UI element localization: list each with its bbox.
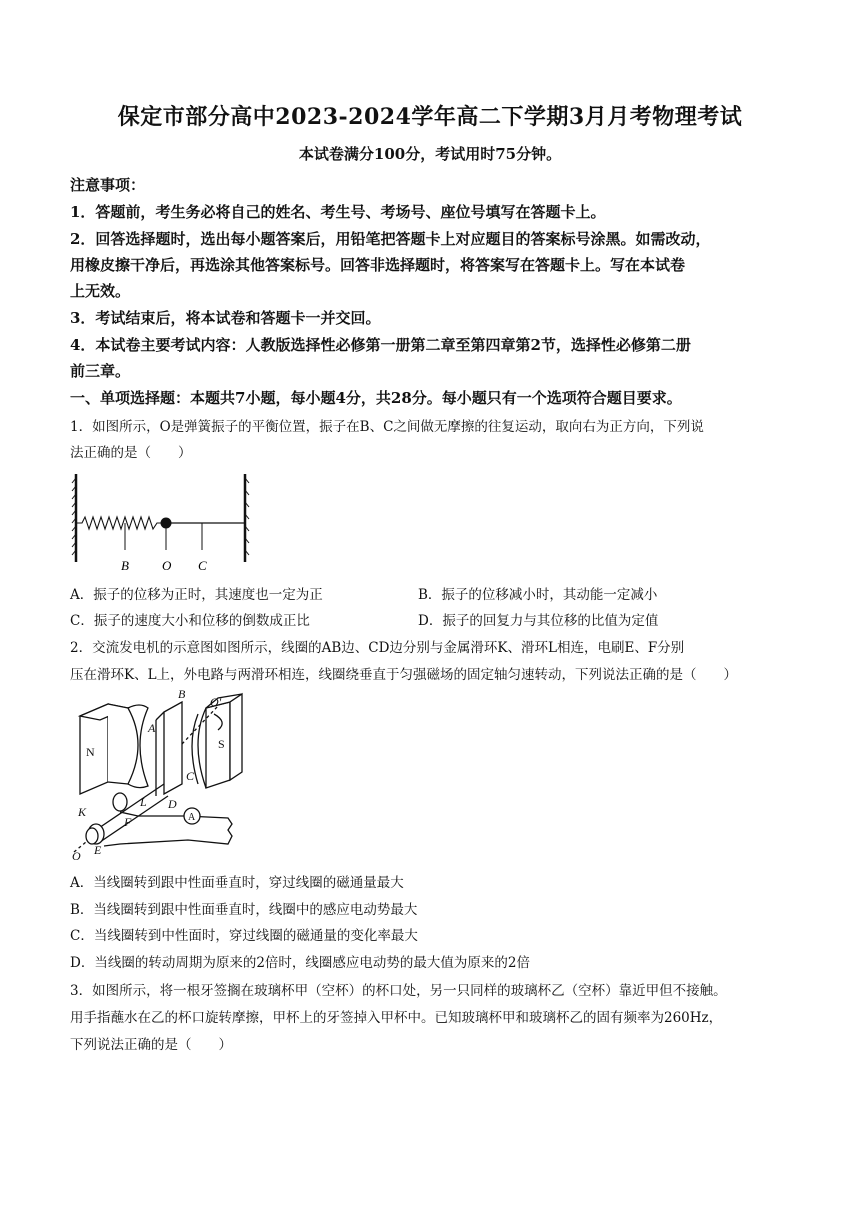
section-heading: 一、单项选择题：本题共7小题，每小题4分，共28分。每小题只有一个选项符合题目要求。: [70, 389, 682, 407]
notice-item: 2．回答选择题时，选出每小题答案后，用铅笔把答题卡上对应题目的答案标号涂黑。如需改动，: [70, 230, 711, 248]
label-b: B: [178, 687, 186, 701]
q1-stem-line: 法正确的是（ ）: [70, 445, 192, 461]
label-c: C: [186, 769, 195, 783]
notice-item: 4．本试卷主要考试内容：人教版选择性必修第一册第二章至第四章第2节，选择性必修第二册: [70, 336, 691, 354]
q1-option-a: A．振子的位移为正时，其速度也一定为正: [70, 587, 323, 603]
q2-option-a: A．当线圈转到跟中性面垂直时，穿过线圈的磁通量最大: [70, 875, 404, 891]
q1-option-d: D．振子的回复力与其位移的比值为定值: [418, 613, 659, 629]
q3-stem-line: 下列说法正确的是（ ）: [70, 1037, 232, 1053]
q2-stem-line: 压在滑环K、L上，外电路与两滑环相连，线圈绕垂直于匀强磁场的固定轴匀速转动，下列说法正确的是（ ）: [70, 667, 738, 683]
notice-item: 用橡皮擦干净后，再选涂其他答案标号。回答非选择题时，将答案写在答题卡上。写在本试卷: [70, 256, 686, 274]
label-a: A: [148, 721, 156, 735]
label-l: L: [140, 795, 147, 809]
q1-option-c: C．振子的速度大小和位移的倒数成正比: [70, 613, 310, 629]
spring-oscillator-figure: [68, 470, 258, 580]
label-ammeter: A: [188, 812, 196, 823]
label-k: K: [78, 805, 87, 819]
notice-heading: 注意事项：: [70, 176, 146, 194]
label-e: E: [94, 843, 102, 857]
label-d: D: [168, 797, 177, 811]
q3-stem-line: 用手指蘸水在乙的杯口旋转摩擦，甲杯上的牙签掉入甲杯中。已知玻璃杯甲和玻璃杯乙的固有频率为260Hz，: [70, 1010, 723, 1026]
notice-item: 3．考试结束后，将本试卷和答题卡一并交回。: [70, 309, 381, 327]
q2-option-c: C．当线圈转到中性面时，穿过线圈的磁通量的变化率最大: [70, 928, 418, 944]
label-o: O: [162, 558, 172, 573]
q2-stem-line: 2．交流发电机的示意图如图所示，线圈的AB边、CD边分别与金属滑环K、滑环L相连，电刷E、F分别: [70, 640, 685, 656]
q2-option-d: D．当线圈的转动周期为原来的2倍时，线圈感应电动势的最大值为原来的2倍: [70, 955, 531, 971]
notice-item: 上无效。: [70, 282, 131, 300]
label-n: N: [86, 745, 95, 759]
q1-option-b: B．振子的位移减小时，其动能一定减小: [418, 587, 658, 603]
ac-generator-figure: [68, 684, 258, 862]
label-o-prime: O': [210, 695, 222, 709]
label-c: C: [198, 558, 207, 573]
label-b: B: [121, 558, 129, 573]
label-f: F: [124, 815, 132, 829]
label-o: O: [72, 849, 81, 862]
notice-item: 1．答题前，考生务必将自己的姓名、考生号、考场号、座位号填写在答题卡上。: [70, 203, 606, 221]
label-s: S: [218, 737, 225, 751]
page-subtitle: 本试卷满分100分，考试用时75分钟。: [298, 145, 562, 163]
q1-stem-line: 1．如图所示，O是弹簧振子的平衡位置，振子在B、C之间做无摩擦的往复运动，取向右为正方向，下列说: [70, 419, 704, 435]
notice-item: 前三章。: [70, 362, 131, 380]
q2-option-b: B．当线圈转到跟中性面垂直时，线圈中的感应电动势最大: [70, 902, 418, 918]
q3-stem-line: 3．如图所示，将一根牙签搁在玻璃杯甲（空杯）的杯口处，另一只同样的玻璃杯乙（空杯）靠近甲但不接触。: [70, 983, 727, 999]
page-title: 保定市部分高中2023-2024学年高二下学期3月月考物理考试: [117, 104, 743, 130]
